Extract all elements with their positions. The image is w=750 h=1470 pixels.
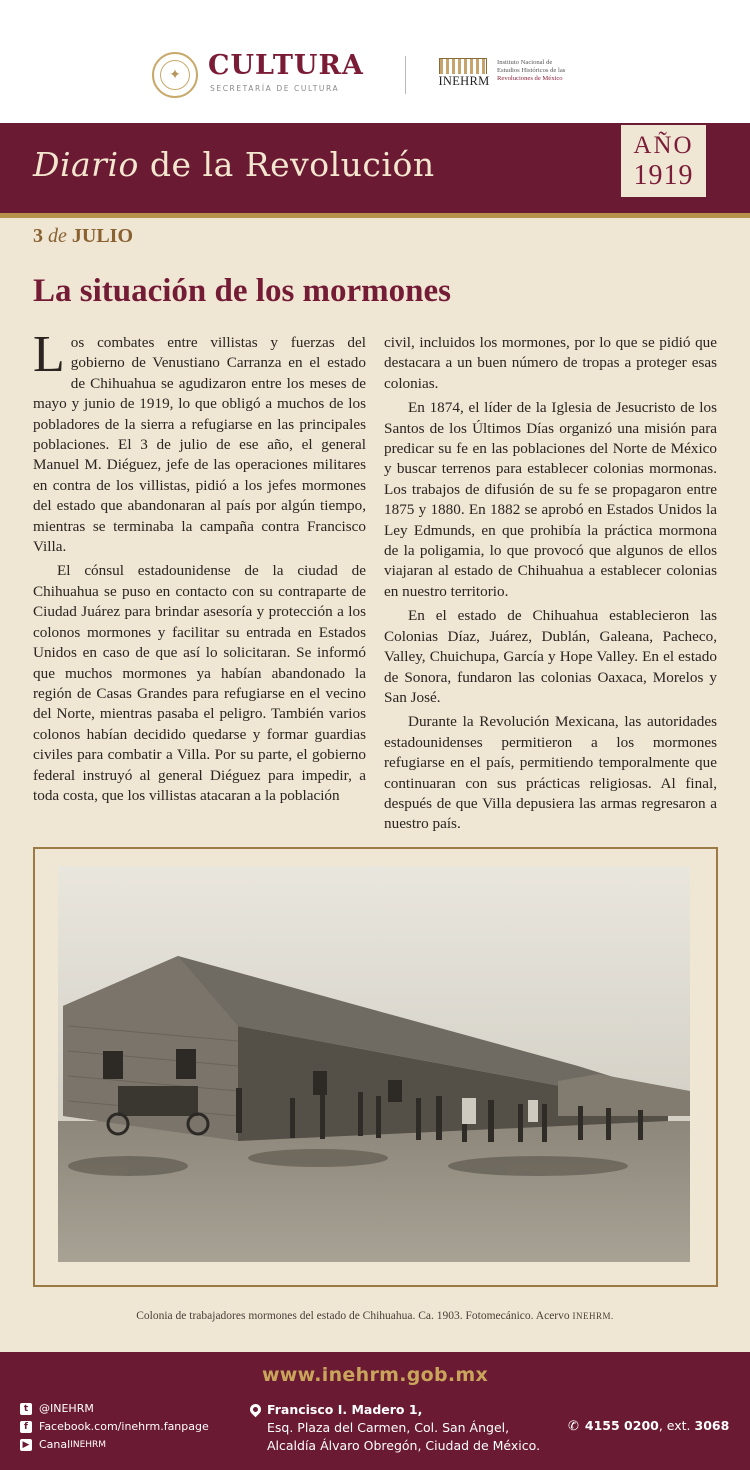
photo-illustration — [58, 866, 690, 1262]
phone-number[interactable] — [568, 1418, 729, 1434]
text-column-right — [384, 333, 717, 839]
inehrm-full-name — [497, 59, 587, 83]
paragraph-text: os combates entre villistas y fuerzas del gobierno de Venustiano Carranza en el estado de Chihuahua se agudizaron entre los meses de mayo y junio de 1919, lo que obligó a muchos de los pobladores de la sierra a refugiarse en las principales poblaciones. El 3 de julio de ese año, el general Manuel M. Diéguez, jefe de las operaciones militares en contra de los villistas, pidió a los jefes mormones del estado que abandonaran al país por algún tiempo, mientras se terminaba la campaña contra Francisco Villa. — [33, 334, 366, 556]
address-line: Francisco I. Madero 1, — [267, 1402, 423, 1417]
drop-cap: L — [33, 326, 65, 383]
caption-credit: INEHRM. — [572, 1311, 614, 1321]
phone-ext-label: , ext. — [658, 1418, 695, 1433]
twitter-handle: @INEHRM — [39, 1402, 94, 1415]
paragraph: civil, incluidos los mormones, por lo que se pidió que destacara a un buen número de tropas a proteger esas colonias. — [384, 334, 717, 392]
inehrm-name-line: Revoluciones de México — [497, 75, 563, 82]
text-column-left — [33, 326, 366, 810]
caption-text: Colonia de trabajadores mormones del estado de Chihuahua. Ca. 1903. Fotomecánico. Acervo — [136, 1310, 573, 1322]
facebook-icon: f — [20, 1421, 32, 1433]
article-headline: La situación de los mormones — [33, 273, 452, 309]
logo-divider — [405, 56, 406, 94]
building-icon — [439, 58, 487, 74]
date-month: JULIO — [71, 225, 134, 247]
twitter-icon: t — [20, 1403, 32, 1415]
photo-caption — [0, 1310, 750, 1322]
year-badge — [621, 125, 706, 197]
year-label: AÑO — [633, 132, 694, 159]
facebook-link[interactable] — [20, 1418, 209, 1436]
youtube-label: Canal — [39, 1438, 71, 1451]
facebook-url: Facebook.com/inehrm.fanpage — [39, 1420, 209, 1433]
date-day: 3 — [33, 225, 43, 247]
youtube-icon: ▶ — [20, 1439, 32, 1451]
cultura-logo-text: CULTURA — [208, 50, 364, 81]
youtube-channel: INEHRM — [70, 1440, 107, 1450]
address-line: Alcaldía Álvaro Obregón, Ciudad de México. — [267, 1438, 541, 1453]
inehrm-logo — [433, 58, 493, 88]
twitter-link[interactable] — [20, 1400, 209, 1418]
address-line: Esq. Plaza del Carmen, Col. San Ángel, — [267, 1420, 510, 1435]
cultura-subtitle: SECRETARÍA DE CULTURA — [210, 84, 340, 93]
title-italic: Diario — [33, 145, 139, 184]
phone-main: 4155 0200 — [584, 1418, 659, 1433]
paragraph: En el estado de Chihuahua establecieron las Colonias Díaz, Juárez, Dublán, Galeana, Pacheco, Valley, Chuichupa, García y Hope Valley. En el estado de Sonora, fundaron las colonias Oaxaca, Morelos y San José. — [384, 607, 717, 706]
historical-photo — [58, 866, 690, 1262]
logo-bar — [0, 0, 750, 123]
paragraph — [33, 326, 366, 557]
date-de: de — [48, 225, 67, 247]
address-block — [248, 1401, 540, 1455]
page-title — [33, 145, 435, 184]
phone-ext: 3068 — [694, 1418, 730, 1433]
inehrm-name-line: Instituto Nacional de — [497, 59, 553, 66]
social-links — [20, 1400, 209, 1454]
article-date — [33, 225, 133, 248]
inehrm-logo-text: INEHRM — [438, 74, 490, 88]
mexico-seal-icon: ✦ — [152, 52, 198, 98]
title-rest: de la Revolución — [138, 145, 435, 184]
paragraph: En 1874, el líder de la Iglesia de Jesucristo de los Santos de los Últimos Días organizó una misión para predicar su fe en las poblaciones del Norte de México y buscar terrenos para establecer colonias mormonas. Los trabajos de difusión de su fe se propagaron entre 1875 y 1880. En 1882 se aprobó en Estados Unidos la Ley Edmunds, en que prohibía la práctica mormona de la poligamia, lo que provocó que algunos de ellos viajaran al estado de Chihuahua a establecer colonias en nuestro territorio. — [384, 399, 717, 600]
year-value: 1919 — [633, 160, 694, 191]
website-link[interactable]: www.inehrm.gob.mx — [261, 1364, 489, 1386]
location-pin-icon — [248, 1402, 264, 1418]
phone-icon: ✆ — [568, 1419, 579, 1434]
paragraph: El cónsul estadounidense de la ciudad de Chihuahua se puso en contacto con su contraparte de Ciudad Juárez para brindar asesoría y protección a los colonos mormones y facilitar su entrada en Estados Unidos en caso de que así lo solicitaran. Se informó que muchos mormones ya habían abandonado la región de Casas Grandes para refugiarse en el vecino del Norte, mientras pasaba el peligro. También varios colonos habían decidido quedarse y formar guardias civiles para combatir a Villa. Por su parte, el gobierno federal instruyó al general Diéguez para impedir, a toda costa, que los villistas atacaran a la población — [33, 562, 366, 804]
gold-rule — [0, 213, 750, 218]
footer — [0, 1352, 750, 1470]
paragraph: Durante la Revolución Mexicana, las autoridades estadounidenses permitieron a los mormones refugiarse en el país, permitiendo temporalmente que continuaran con sus prácticas religiosas. Al final, después de que Villa depusiera las armas regresaron a nuestro país. — [384, 713, 717, 833]
youtube-link[interactable] — [20, 1436, 209, 1454]
inehrm-name-line: Estudios Históricos de las — [497, 67, 566, 74]
